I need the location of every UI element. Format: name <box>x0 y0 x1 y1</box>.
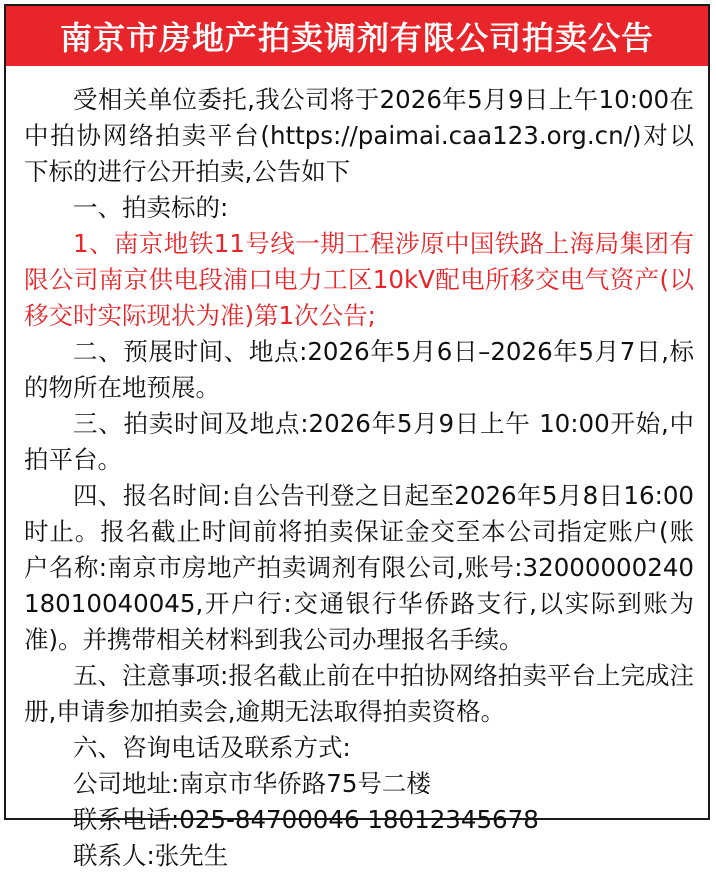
section-notes: 五、注意事项:报名截止前在中拍协网络拍卖平台上完成注册,申请参加拍卖会,逾期无法取得拍卖资格。 <box>24 661 694 726</box>
notice-title: 南京市房地产拍卖调剂有限公司拍卖公告 <box>59 19 654 57</box>
auction-notice <box>4 4 710 870</box>
contact-person: 联系人:张先生 <box>73 841 229 870</box>
contact-phone: 联系电话:025-84700046 18012345678 <box>73 805 539 834</box>
intro-paragraph: 受相关单位委托,我公司将于2026年5月9日上午10:00在中拍协网络拍卖平台(https://paimai.caa123.org.cn/)对以下标的进行公开拍卖,公告如下 <box>24 85 694 186</box>
section-registration: 四、报名时间:自公告刊登之日起至2026年5月8日16:00时止。报名截止时间前将拍卖保证金交至本公司指定账户(账户名称:南京市房地产拍卖调剂有限公司,账号:3200000024018010040045,开户行:交通银行华侨路支行,以实际到账为准)。并携带相关材料到我公司办理报名手续。 <box>24 481 694 654</box>
company-address: 公司地址:南京市华侨路75号二楼 <box>73 769 431 798</box>
section-auction-time: 三、拍卖时间及地点:2026年5月9日上午 10:00开始,中拍平台。 <box>24 409 694 474</box>
section-contact-heading: 六、咨询电话及联系方式: <box>73 733 351 762</box>
section-preview: 二、预展时间、地点:2026年5月6日–2026年5月7日,标的物所在地预展。 <box>24 337 694 402</box>
auction-item-1: 1、南京地铁11号线一期工程涉原中国铁路上海局集团有限公司南京供电段浦口电力工区10kV配电所移交电气资产(以移交时实际现状为准)第1次公告; <box>24 229 694 330</box>
section-auction-items-heading: 一、拍卖标的: <box>73 193 229 222</box>
notice-body <box>24 82 694 874</box>
title-bar <box>6 6 708 66</box>
